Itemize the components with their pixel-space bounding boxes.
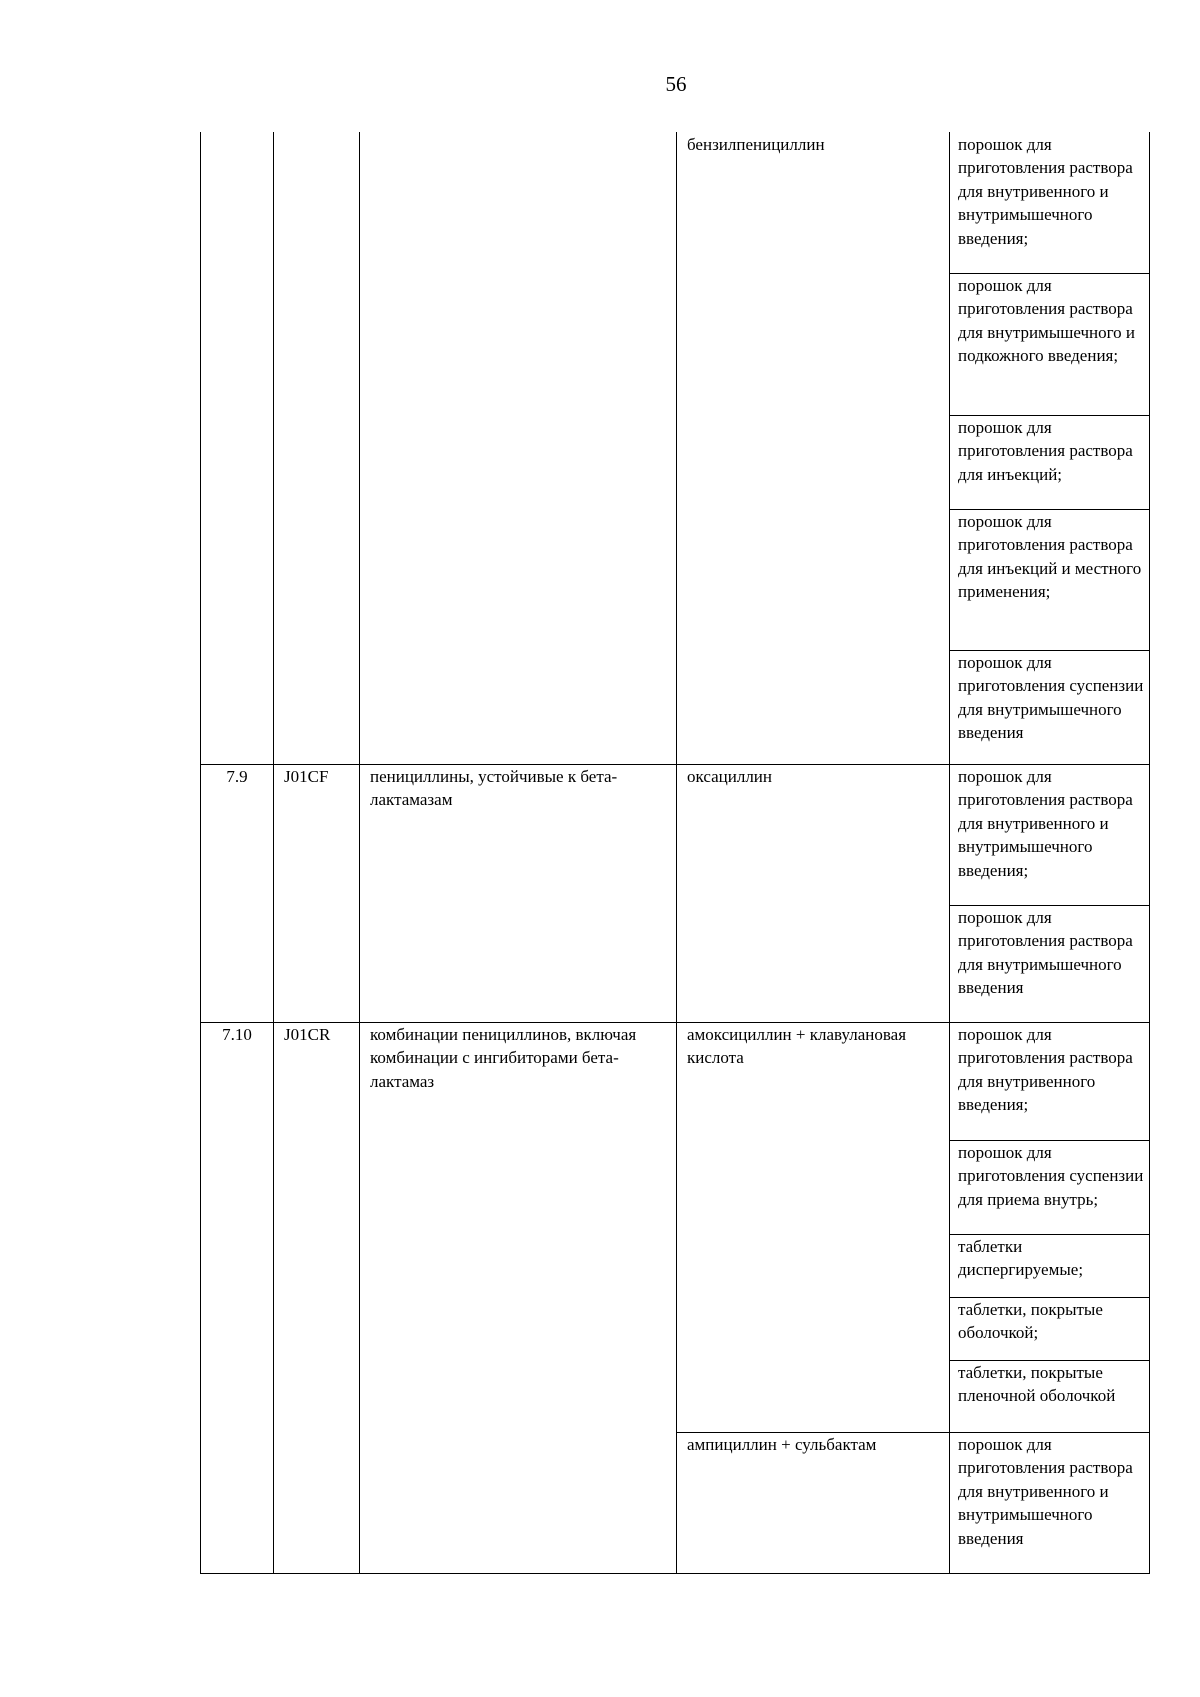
group-name: пенициллины, устойчивые к бета-лактамазам (370, 767, 618, 810)
dosage-form: порошок для приготовления раствора для внутримышечного введения (958, 908, 1133, 998)
drug-name: амоксициллин + клавулановая кислота (687, 1025, 907, 1068)
column-border (1149, 132, 1150, 1574)
dosage-form: порошок для приготовления раствора для инъекций и местного применения; (958, 512, 1142, 602)
drug-table (200, 132, 1150, 1574)
page-number: 56 (665, 72, 687, 96)
column-border (949, 132, 950, 1574)
dosage-form: порошок для приготовления раствора для внутривенного введения; (958, 1025, 1133, 1115)
dosage-form: порошок для приготовления раствора для внутримышечного и подкожного введения; (958, 276, 1135, 366)
atc-code: J01CR (284, 1025, 331, 1044)
dosage-form: порошок для приготовления раствора для внутривенного и внутримышечного введения (958, 1435, 1133, 1548)
dosage-form: таблетки, покрытые оболочкой; (958, 1300, 1103, 1343)
atc-code: J01CF (284, 767, 329, 786)
drug-name: ампициллин + сульбактам (687, 1435, 877, 1454)
dosage-form: порошок для приготовления суспензии для приема внутрь; (958, 1143, 1144, 1209)
table-bottom-border (200, 1573, 1150, 1574)
column-border (676, 132, 677, 1574)
drug-name: бензилпенициллин (687, 135, 825, 154)
dosage-form: таблетки, покрытые пленочной оболочкой (958, 1363, 1116, 1406)
drug-name: оксациллин (687, 767, 772, 786)
dosage-form: порошок для приготовления раствора для внутривенного и внутримышечного введения; (958, 135, 1133, 248)
dosage-form: порошок для приготовления раствора для внутривенного и внутримышечного введения; (958, 767, 1133, 880)
column-border (273, 132, 274, 1574)
dosage-form: таблетки диспергируемые; (958, 1237, 1084, 1280)
row-number: 7.9 (226, 767, 248, 786)
group-name: комбинации пенициллинов, включая комбинации с ингибиторами бета-лактамаз (370, 1025, 637, 1091)
dosage-form: порошок для приготовления суспензии для внутримышечного введения (958, 653, 1144, 743)
row-number: 7.10 (222, 1025, 252, 1044)
column-border (200, 132, 201, 1574)
column-border (359, 132, 360, 1574)
dosage-form: порошок для приготовления раствора для инъекций; (958, 418, 1133, 484)
